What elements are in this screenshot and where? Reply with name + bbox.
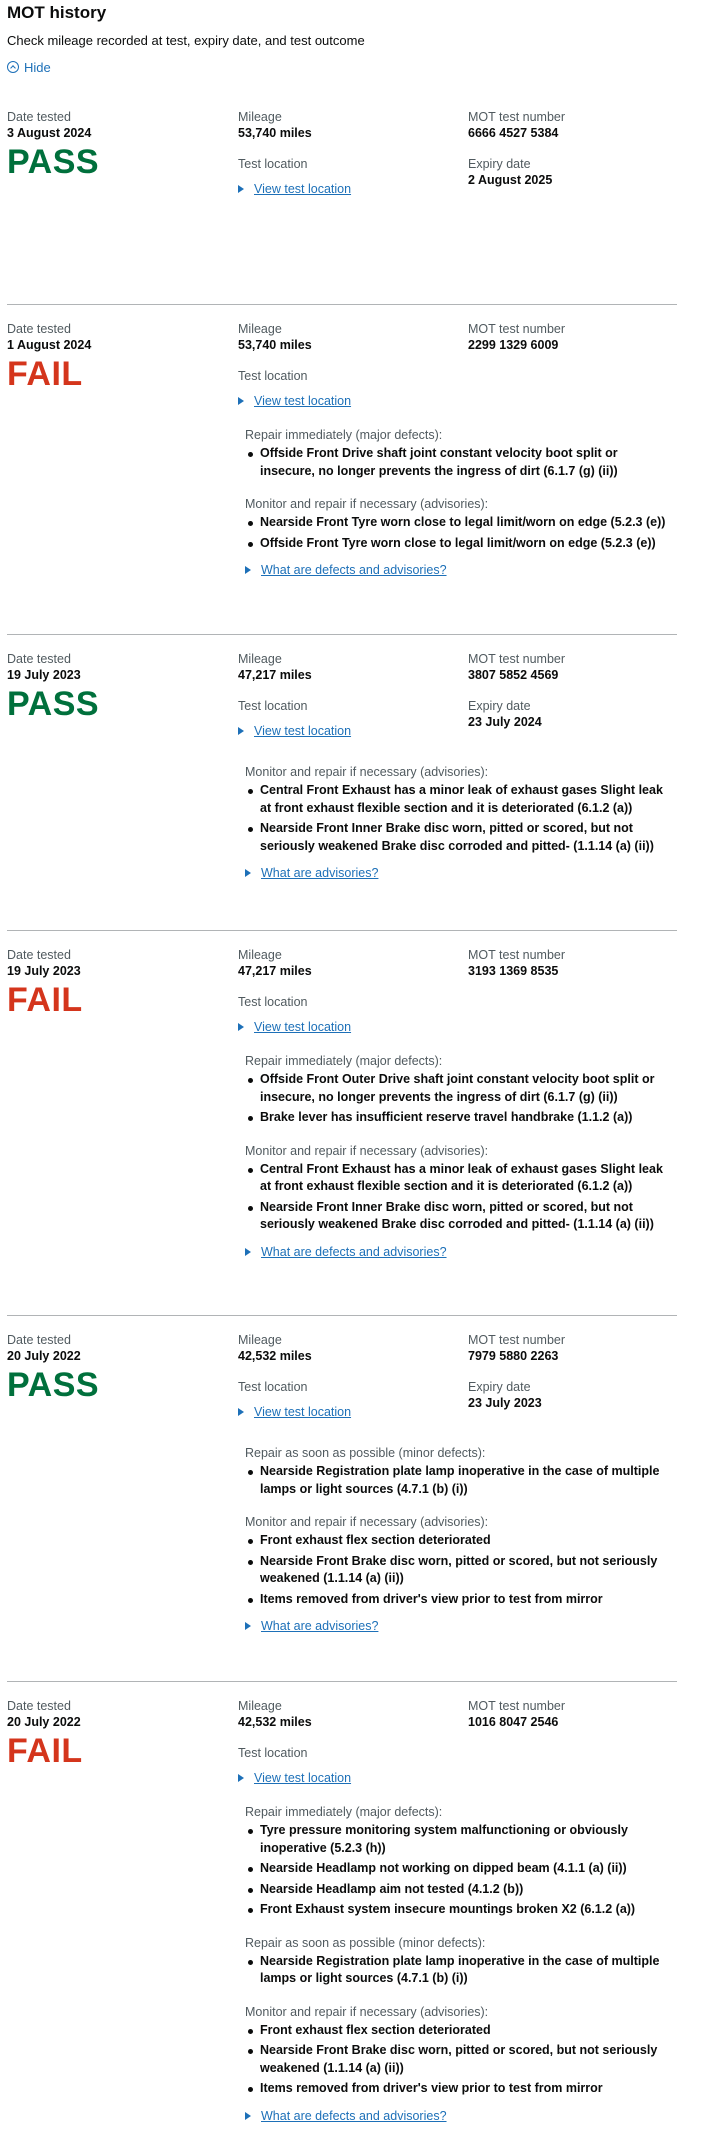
mileage-label: Mileage — [238, 322, 282, 336]
advisory-item: Offside Front Tyre worn close to legal limit/worn on edge (5.2.3 (e)) — [245, 535, 675, 553]
test-number-label: MOT test number — [468, 322, 566, 336]
test-number-label: MOT test number — [468, 1699, 566, 1713]
mot-test-record — [7, 1316, 677, 1682]
caret-right-icon — [238, 1774, 244, 1782]
hide-toggle[interactable] — [7, 58, 714, 76]
test-result: PASS — [7, 143, 100, 181]
test-location-label: Test location — [238, 1380, 308, 1394]
test-number-value: 3807 5852 4569 — [468, 668, 559, 682]
advisories-heading: Monitor and repair if necessary (advisories): — [245, 497, 489, 511]
major-defects-list — [245, 445, 675, 480]
advisory-item: Central Front Exhaust has a minor leak of exhaust gases Slight leak at front exhaust flexible section and it is deteriorated (6.1.2 (a)) — [245, 782, 675, 817]
caret-right-icon — [245, 1248, 251, 1256]
minor-defects-heading: Repair as soon as possible (minor defects): — [245, 1935, 486, 1950]
test-location-label: Test location — [238, 995, 308, 1009]
mileage-value: 42,532 miles — [238, 1349, 312, 1363]
advisory-item: Nearside Front Brake disc worn, pitted or scored, but not seriously weakened (1.1.14 (a) (ii)) — [245, 1553, 675, 1588]
defect-item: Tyre pressure monitoring system malfunctioning or obviously inoperative (5.2.3 (h)) — [245, 1822, 675, 1857]
mot-test-record — [7, 93, 677, 305]
mileage-value: 53,740 miles — [238, 126, 312, 140]
test-number-value: 7979 5880 2263 — [468, 1349, 559, 1363]
advisories-heading: Monitor and repair if necessary (advisories): — [245, 1143, 489, 1158]
test-result: PASS — [7, 685, 100, 723]
major-defects-heading: Repair immediately (major defects): — [245, 1054, 443, 1068]
defect-item: Offside Front Drive shaft joint constant velocity boot split or insecure, no longer prevents the ingress of dirt (6.1.7 (g) (ii)) — [245, 445, 675, 480]
advisories-help-link[interactable]: What are advisories? — [245, 1618, 675, 1634]
test-location-label: Test location — [238, 1746, 308, 1760]
defect-item: Nearside Headlamp aim not tested (4.1.2 (b)) — [245, 1881, 675, 1899]
page-title: MOT history — [7, 3, 107, 22]
view-test-location-link[interactable]: View test location — [238, 1770, 468, 1786]
expiry-date-value: 23 July 2024 — [468, 715, 542, 729]
test-number-value: 1016 8047 2546 — [468, 1715, 559, 1729]
advisory-item: Items removed from driver's view prior to test from mirror — [245, 1591, 675, 1609]
expiry-date-label: Expiry date — [468, 157, 531, 171]
date-tested-label: Date tested — [7, 1699, 71, 1713]
test-result: FAIL — [7, 981, 83, 1019]
minor-defects-heading: Repair as soon as possible (minor defects): — [245, 1446, 486, 1460]
test-number-label: MOT test number — [468, 948, 566, 962]
date-tested-label: Date tested — [7, 652, 71, 666]
view-test-location-link[interactable]: View test location — [238, 181, 468, 197]
advisories-help-link[interactable]: What are advisories? — [245, 865, 675, 881]
date-tested-value: 19 July 2023 — [7, 668, 81, 682]
defect-item: Front Exhaust system insecure mountings broken X2 (6.1.2 (a)) — [245, 1901, 675, 1919]
date-tested-value: 3 August 2024 — [7, 126, 92, 140]
test-result: PASS — [7, 1366, 100, 1404]
test-location-label: Test location — [238, 157, 308, 171]
page-subtitle: Check mileage recorded at test, expiry date, and test outcome — [7, 33, 365, 48]
view-test-location-link[interactable]: View test location — [238, 1404, 468, 1420]
mot-test-record — [7, 305, 677, 635]
test-location-label: Test location — [238, 369, 308, 383]
test-location-label: Test location — [238, 699, 308, 713]
caret-right-icon — [238, 1408, 244, 1416]
chevron-up-circle-icon — [7, 61, 19, 73]
test-result: FAIL — [7, 355, 83, 393]
date-tested-value: 19 July 2023 — [7, 964, 81, 978]
defects-advisories-help-link[interactable]: What are defects and advisories? — [245, 1244, 675, 1260]
expiry-date-value: 2 August 2025 — [468, 173, 553, 187]
advisories-list — [245, 2022, 675, 2098]
date-tested-value: 20 July 2022 — [7, 1715, 81, 1729]
test-result: FAIL — [7, 1732, 83, 1770]
mileage-value: 42,532 miles — [238, 1715, 312, 1729]
advisories-heading: Monitor and repair if necessary (advisories): — [245, 765, 489, 779]
minor-defects-list — [245, 1463, 675, 1498]
major-defects-heading: Repair immediately (major defects): — [245, 428, 443, 442]
advisory-item: Central Front Exhaust has a minor leak of exhaust gases Slight leak at front exhaust flexible section and it is deteriorated (6.1.2 (a)) — [245, 1161, 675, 1196]
test-number-label: MOT test number — [468, 110, 566, 124]
advisory-item: Nearside Front Brake disc worn, pitted or scored, but not seriously weakened (1.1.14 (a) (ii)) — [245, 2042, 675, 2077]
test-number-label: MOT test number — [468, 1333, 566, 1347]
advisories-list — [245, 1161, 675, 1234]
mileage-value: 47,217 miles — [238, 964, 312, 978]
caret-right-icon — [238, 1023, 244, 1031]
caret-right-icon — [245, 869, 251, 877]
mileage-label: Mileage — [238, 652, 282, 666]
hide-label: Hide — [24, 59, 51, 75]
mot-test-record — [7, 931, 677, 1316]
advisory-item: Nearside Front Inner Brake disc worn, pitted or scored, but not seriously weakened Brake disc corroded and pitted- (1.1.14 (a) (ii)) — [245, 820, 675, 855]
advisories-list — [245, 514, 675, 552]
expiry-date-label: Expiry date — [468, 699, 531, 713]
mileage-label: Mileage — [238, 948, 282, 962]
view-test-location-link[interactable]: View test location — [238, 1019, 468, 1035]
advisory-item: Items removed from driver's view prior to test from mirror — [245, 2080, 675, 2098]
date-tested-label: Date tested — [7, 110, 71, 124]
test-number-label: MOT test number — [468, 652, 566, 666]
date-tested-value: 20 July 2022 — [7, 1349, 81, 1363]
caret-right-icon — [238, 185, 244, 193]
caret-right-icon — [238, 397, 244, 405]
date-tested-value: 1 August 2024 — [7, 338, 92, 352]
advisories-heading: Monitor and repair if necessary (advisories): — [245, 2004, 489, 2019]
advisories-list — [245, 1532, 675, 1608]
mileage-label: Mileage — [238, 110, 282, 124]
test-number-value: 2299 1329 6009 — [468, 338, 559, 352]
view-test-location-link[interactable]: View test location — [238, 393, 468, 409]
advisory-item: Nearside Front Inner Brake disc worn, pitted or scored, but not seriously weakened Brake disc corroded and pitted- (1.1.14 (a) (ii)) — [245, 1199, 675, 1234]
major-defects-list — [245, 1822, 675, 1919]
date-tested-label: Date tested — [7, 948, 71, 962]
test-number-value: 6666 4527 5384 — [468, 126, 559, 140]
mileage-label: Mileage — [238, 1333, 282, 1347]
test-number-value: 3193 1369 8535 — [468, 964, 559, 978]
caret-right-icon — [238, 727, 244, 735]
expiry-date-label: Expiry date — [468, 1380, 531, 1394]
minor-defects-list — [245, 1953, 675, 1988]
advisories-heading: Monitor and repair if necessary (advisories): — [245, 1515, 489, 1529]
major-defects-list — [245, 1071, 675, 1127]
advisory-item: Front exhaust flex section deteriorated — [245, 1532, 675, 1550]
caret-right-icon — [245, 1622, 251, 1630]
expiry-date-value: 23 July 2023 — [468, 1396, 542, 1410]
date-tested-label: Date tested — [7, 322, 71, 336]
advisory-item: Front exhaust flex section deteriorated — [245, 2022, 675, 2040]
defects-advisories-help-link[interactable]: What are defects and advisories? — [245, 2108, 675, 2124]
advisory-item: Nearside Front Tyre worn close to legal limit/worn on edge (5.2.3 (e)) — [245, 514, 675, 532]
defects-advisories-help-link[interactable]: What are defects and advisories? — [245, 562, 675, 578]
defect-item: Nearside Registration plate lamp inoperative in the case of multiple lamps or light sources (4.7.1 (b) (i)) — [245, 1463, 675, 1498]
mileage-value: 47,217 miles — [238, 668, 312, 682]
defect-item: Brake lever has insufficient reserve travel handbrake (1.1.2 (a)) — [245, 1109, 675, 1127]
view-test-location-link[interactable]: View test location — [238, 723, 468, 739]
defect-item: Nearside Registration plate lamp inoperative in the case of multiple lamps or light sources (4.7.1 (b) (i)) — [245, 1953, 675, 1988]
mileage-label: Mileage — [238, 1699, 282, 1713]
major-defects-heading: Repair immediately (major defects): — [245, 1805, 443, 1819]
advisories-list — [245, 782, 675, 855]
mileage-value: 53,740 miles — [238, 338, 312, 352]
defect-item: Nearside Headlamp not working on dipped beam (4.1.1 (a) (ii)) — [245, 1860, 675, 1878]
date-tested-label: Date tested — [7, 1333, 71, 1347]
defect-item: Offside Front Outer Drive shaft joint constant velocity boot split or insecure, no longer prevents the ingress of dirt (6.1.7 (g) (ii)) — [245, 1071, 675, 1106]
mot-test-record — [7, 1682, 677, 2142]
mot-test-record — [7, 635, 677, 931]
caret-right-icon — [245, 566, 251, 574]
caret-right-icon — [245, 2112, 251, 2120]
